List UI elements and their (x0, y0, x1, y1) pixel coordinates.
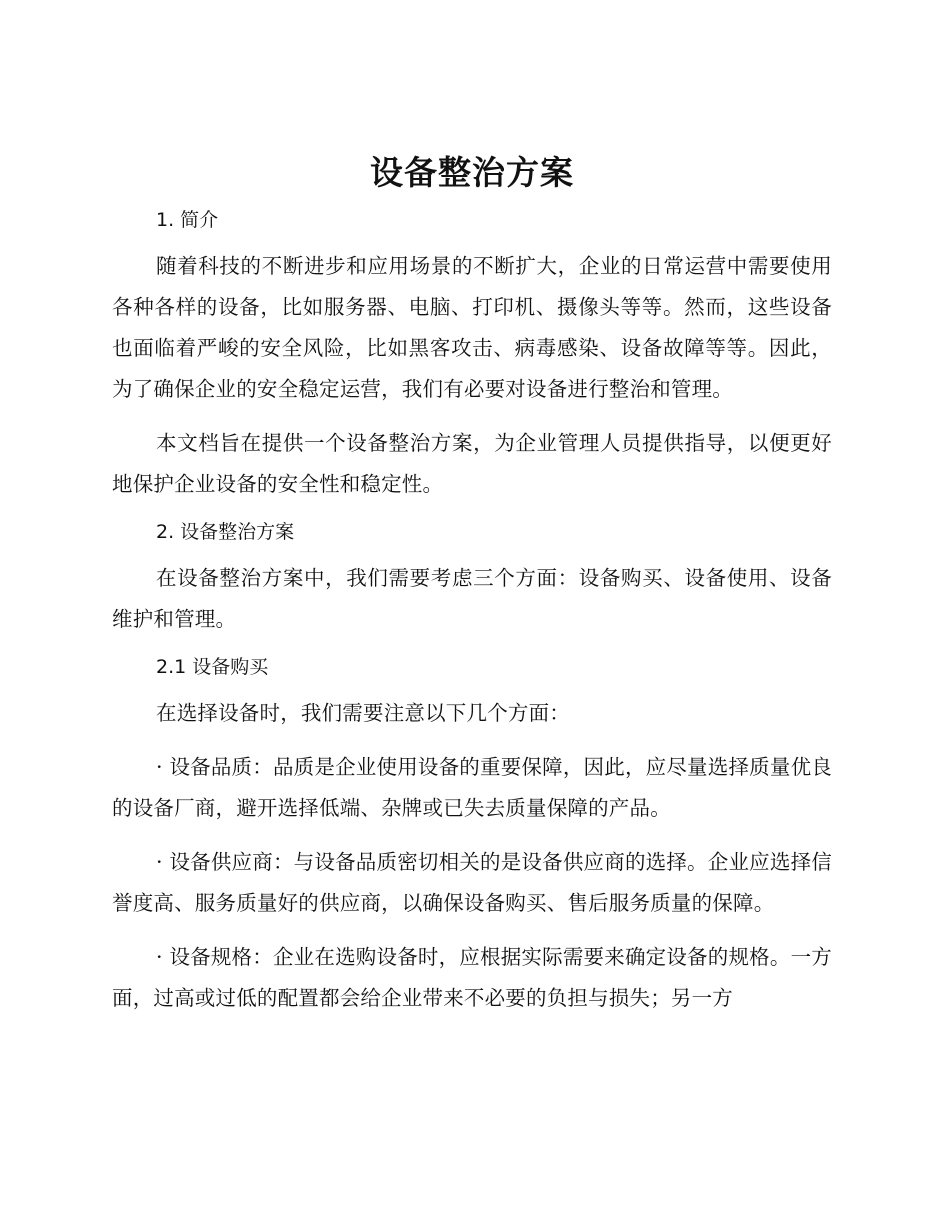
section-heading-purchase: 2.1 设备购买 (156, 656, 269, 678)
document-content (112, 150, 832, 1032)
paragraph-intro-1: 随着科技的不断进步和应用场景的不断扩大，企业的日常运营中需要使用各种各样的设备，比如服务器、电脑、打印机、摄像头等等。然而，这些设备也面临着严峻的安全风险，比如黑客攻击、病毒感染、设备故障等等。因此，为了确保企业的安全稳定运营，我们有必要对设备进行整治和管理。 (112, 254, 832, 401)
document-title: 设备整治方案 (370, 153, 574, 192)
section-heading-intro: 1. 简介 (156, 209, 219, 231)
paragraph-intro-2: 本文档旨在提供一个设备整治方案，为企业管理人员提供指导，以便更好地保护企业设备的安全性和稳定性。 (112, 431, 832, 496)
paragraph-plan-1: 在设备整治方案中，我们需要考虑三个方面：设备购买、设备使用、设备维护和管理。 (112, 566, 832, 631)
bullet-device-spec: · 设备规格：企业在选购设备时，应根据实际需要来确定设备的规格。一方面，过高或过低的配置都会给企业带来不必要的负担与损失；另一方 (112, 945, 832, 1010)
bullet-device-supplier: · 设备供应商：与设备品质密切相关的是设备供应商的选择。企业应选择信誉度高、服务质量好的供应商，以确保设备购买、售后服务质量的保障。 (112, 850, 832, 915)
paragraph-purchase-intro: 在选择设备时，我们需要注意以下几个方面： (156, 701, 570, 725)
bullet-device-quality: · 设备品质：品质是企业使用设备的重要保障，因此，应尽量选择质量优良的设备厂商，避开选择低端、杂牌或已失去质量保障的产品。 (112, 755, 832, 820)
section-heading-plan: 2. 设备整治方案 (156, 521, 295, 543)
